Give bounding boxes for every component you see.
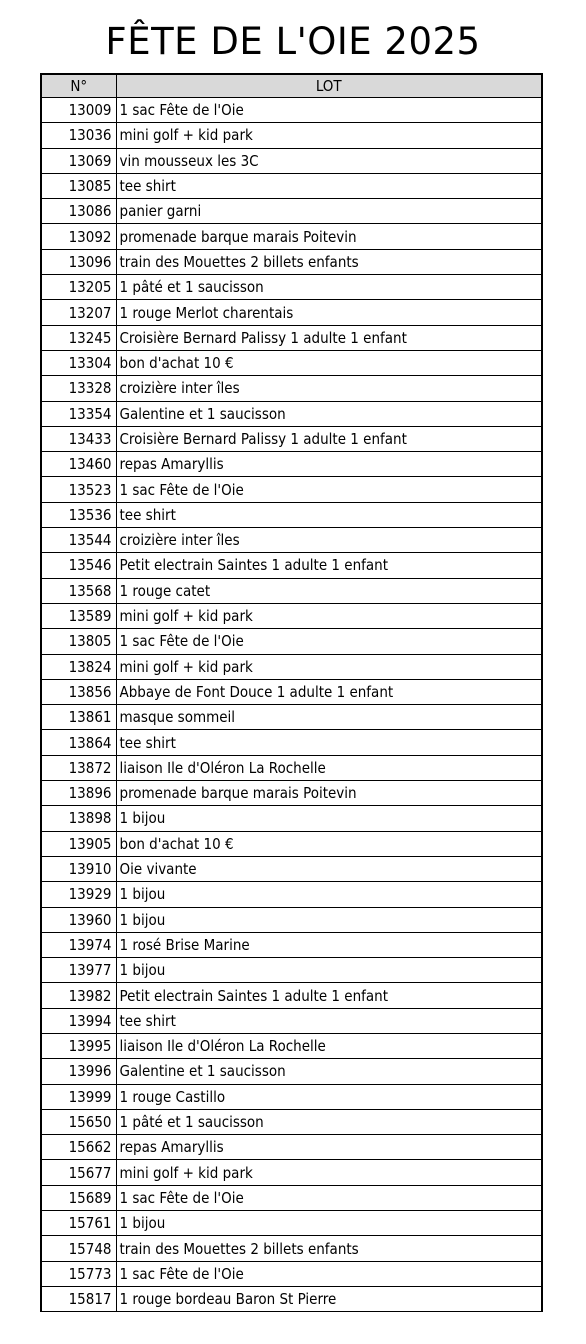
lot-number: 13977 [41,958,116,983]
lot-number: 13009 [41,98,116,123]
lot-number: 13824 [41,654,116,679]
table-row [41,249,542,274]
lot-description: croizière inter îles [116,376,542,401]
table-row [41,730,542,755]
lot-description: 1 rouge Castillo [116,1084,542,1109]
table-row [41,856,542,881]
lot-description: Croisière Bernard Palissy 1 adulte 1 enfant [116,325,542,350]
lot-number: 13460 [41,452,116,477]
lot-number: 13205 [41,275,116,300]
table-row [41,148,542,173]
table-row [41,1160,542,1185]
lot-description: masque sommeil [116,705,542,730]
table-row [41,1084,542,1109]
table-row [41,705,542,730]
lot-number: 13999 [41,1084,116,1109]
lot-description: Galentine et 1 saucisson [116,1059,542,1084]
lot-number: 15677 [41,1160,116,1185]
lot-number: 13995 [41,1033,116,1058]
lot-number: 13568 [41,578,116,603]
table-row [41,781,542,806]
lot-number: 13536 [41,502,116,527]
table-row [41,224,542,249]
lot-description: liaison Ile d'Oléron La Rochelle [116,755,542,780]
table-row [41,831,542,856]
lot-number: 13805 [41,629,116,654]
lot-number: 13974 [41,932,116,957]
lot-number: 15748 [41,1236,116,1261]
lot-description: 1 rouge catet [116,578,542,603]
lot-description: 1 rouge Merlot charentais [116,300,542,325]
table-row [41,1185,542,1210]
table-row [41,452,542,477]
lot-number: 13036 [41,123,116,148]
table-row [41,325,542,350]
lot-number: 13896 [41,781,116,806]
lot-description: train des Mouettes 2 billets enfants [116,249,542,274]
lot-description: tee shirt [116,502,542,527]
lot-number: 13544 [41,528,116,553]
lot-description: 1 sac Fête de l'Oie [116,477,542,502]
lot-description: Galentine et 1 saucisson [116,401,542,426]
lot-number: 15662 [41,1135,116,1160]
lot-description: mini golf + kid park [116,603,542,628]
table-row [41,806,542,831]
lot-number: 13086 [41,199,116,224]
lot-description: train des Mouettes 2 billets enfants [116,1236,542,1261]
table-body [41,98,542,1312]
table-row [41,426,542,451]
lot-description: tee shirt [116,173,542,198]
table-row [41,528,542,553]
table-row [41,1008,542,1033]
lot-number: 13910 [41,856,116,881]
table-row [41,654,542,679]
lot-description: tee shirt [116,1008,542,1033]
lot-number: 13589 [41,603,116,628]
lot-number: 13996 [41,1059,116,1084]
lot-description: 1 sac Fête de l'Oie [116,629,542,654]
lot-number: 13872 [41,755,116,780]
lot-description: 1 sac Fête de l'Oie [116,98,542,123]
table-row [41,1109,542,1134]
lot-description: mini golf + kid park [116,123,542,148]
table-row [41,1033,542,1058]
lot-number: 13982 [41,983,116,1008]
lot-description: 1 pâté et 1 saucisson [116,275,542,300]
table-row [41,350,542,375]
table-row [41,173,542,198]
lot-number: 13861 [41,705,116,730]
lot-description: bon d'achat 10 € [116,350,542,375]
table-row [41,199,542,224]
lot-number: 15650 [41,1109,116,1134]
lot-description: 1 sac Fête de l'Oie [116,1185,542,1210]
lot-description: 1 rouge bordeau Baron St Pierre [116,1286,542,1311]
table-row [41,123,542,148]
lot-description: Petit electrain Saintes 1 adulte 1 enfant [116,553,542,578]
lot-number: 13905 [41,831,116,856]
lot-description: croizière inter îles [116,528,542,553]
lot-description: 1 pâté et 1 saucisson [116,1109,542,1134]
table-row [41,376,542,401]
table-row [41,882,542,907]
lot-number: 15817 [41,1286,116,1311]
table-row [41,1059,542,1084]
lot-description: Oie vivante [116,856,542,881]
lot-description: 1 sac Fête de l'Oie [116,1261,542,1286]
table-row [41,629,542,654]
table-row [41,755,542,780]
table-row [41,958,542,983]
lot-description: Abbaye de Font Douce 1 adulte 1 enfant [116,679,542,704]
table-row [41,578,542,603]
lot-description: bon d'achat 10 € [116,831,542,856]
lot-number: 13523 [41,477,116,502]
lot-number: 15773 [41,1261,116,1286]
lot-number: 13304 [41,350,116,375]
table-row [41,983,542,1008]
lot-description: 1 bijou [116,958,542,983]
table-row [41,1286,542,1311]
lot-number: 13994 [41,1008,116,1033]
lot-description: mini golf + kid park [116,654,542,679]
lot-number: 13856 [41,679,116,704]
column-header-lot: LOT [116,74,542,98]
lots-table [40,73,543,1312]
table-row [41,275,542,300]
lot-number: 13096 [41,249,116,274]
lot-description: Croisière Bernard Palissy 1 adulte 1 enfant [116,426,542,451]
lot-description: tee shirt [116,730,542,755]
table-row [41,502,542,527]
lot-number: 13354 [41,401,116,426]
table-row [41,300,542,325]
lot-description: vin mousseux les 3C [116,148,542,173]
column-header-number: N° [41,74,116,98]
lot-description: Petit electrain Saintes 1 adulte 1 enfant [116,983,542,1008]
table-row [41,401,542,426]
lot-description: 1 bijou [116,907,542,932]
lot-description: 1 bijou [116,806,542,831]
table-row [41,932,542,957]
table-row [41,603,542,628]
lot-description: 1 bijou [116,882,542,907]
table-row [41,1211,542,1236]
lot-description: repas Amaryllis [116,1135,542,1160]
lot-number: 13069 [41,148,116,173]
lot-description: 1 bijou [116,1211,542,1236]
lot-number: 13864 [41,730,116,755]
table-row [41,553,542,578]
lot-number: 13929 [41,882,116,907]
lot-description: repas Amaryllis [116,452,542,477]
lot-description: mini golf + kid park [116,1160,542,1185]
table-row [41,1236,542,1261]
lot-description: 1 rosé Brise Marine [116,932,542,957]
lot-number: 13085 [41,173,116,198]
lot-description: promenade barque marais Poitevin [116,781,542,806]
lot-number: 13898 [41,806,116,831]
lot-number: 15689 [41,1185,116,1210]
lot-number: 13207 [41,300,116,325]
lot-description: panier garni [116,199,542,224]
table-row [41,477,542,502]
lot-number: 15761 [41,1211,116,1236]
lot-number: 13092 [41,224,116,249]
lot-description: liaison Ile d'Oléron La Rochelle [116,1033,542,1058]
page-title: FÊTE DE L'OIE 2025 [105,20,481,63]
table-row [41,679,542,704]
table-header-row [41,74,542,98]
lot-number: 13433 [41,426,116,451]
table-row [41,98,542,123]
lot-number: 13546 [41,553,116,578]
lot-number: 13245 [41,325,116,350]
table-row [41,1135,542,1160]
table-row [41,1261,542,1286]
lot-number: 13328 [41,376,116,401]
lot-number: 13960 [41,907,116,932]
lot-description: promenade barque marais Poitevin [116,224,542,249]
table-row [41,907,542,932]
